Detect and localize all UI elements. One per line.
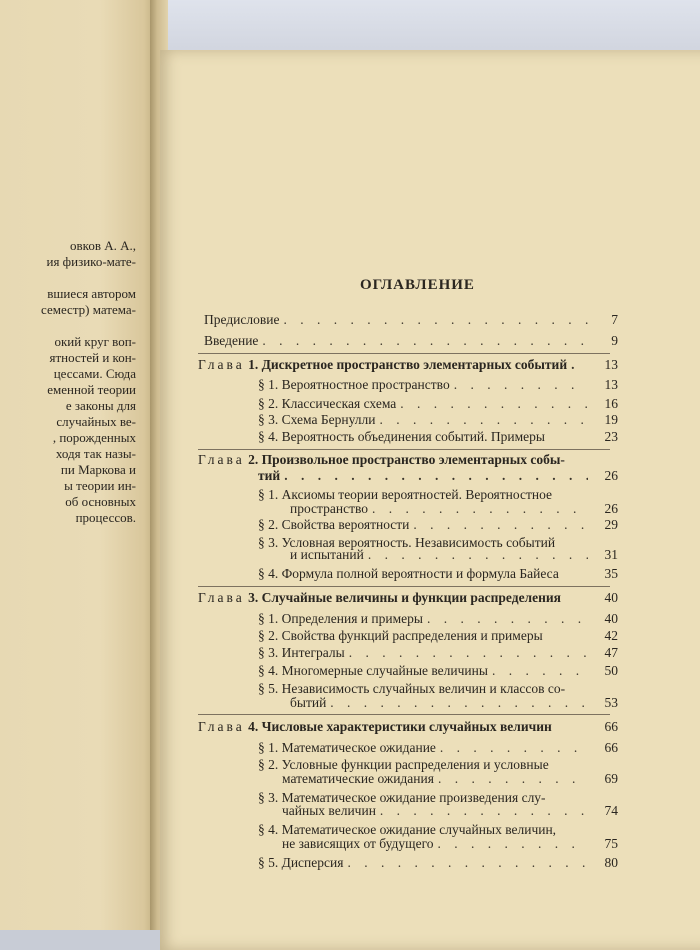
toc-chapter-4: Глава 4. Числовые характеристики случайных величин 66 [198,719,618,734]
left-page-line: случайных ве- [56,414,136,429]
toc-section: § 2. Условные функции распределения и условные [258,757,549,772]
divider [198,586,610,587]
toc-chapter-3: Глава 3. Случайные величины и функции распределения 40 [198,590,618,605]
left-page-line: окий круг воп- [54,334,136,349]
divider [198,449,610,450]
toc-section: § 5. Дисперсия . . . 80 [258,855,618,870]
toc-section-cont: математические ожидания . . . 69 [282,771,618,786]
toc-section: § 4. Математическое ожидание случайных величин, [258,822,557,837]
toc-chapter-2-cont: тий . . . 26 [258,468,618,483]
left-page-line: об основных [65,494,136,509]
left-page-line: , порожденных [52,430,136,445]
toc-section: § 5. Независимость случайных величин и классов со- [258,681,566,696]
left-page-line: процессов. [75,510,136,525]
toc-section: § 1. Вероятностное пространство . . . 13 [258,377,618,392]
toc-section-cont: и испытаний . . . 31 [290,547,618,562]
left-page-line: е законы для [65,398,136,413]
divider [198,714,610,715]
toc-chapter-1: Глава 1. Дискретное пространство элементарных событий . . . 13 [198,357,618,372]
page-title: ОГЛАВЛЕНИЕ [360,277,475,293]
toc-section-cont: не зависящих от будущего . . . 75 [282,836,618,851]
toc-section-cont: чайных величин . . . 74 [282,803,618,818]
toc-section: § 4. Многомерные случайные величины . . . 50 [258,663,618,678]
toc-section: § 3. Схема Бернулли . . . 19 [258,412,618,427]
toc-section: § 1. Математическое ожидание . . . 66 [258,740,618,755]
toc-entry-preface: Предисловие . . . 7 [204,312,618,327]
toc-section: § 3. Интегралы . . . 47 [258,645,618,660]
toc-section: § 3. Условная вероятность. Независимость событий [258,535,556,550]
toc-section: § 4. Вероятность объединения событий. Примеры 23 [258,429,618,444]
toc-section: § 2. Свойства функций распределения и примеры 42 [258,628,618,643]
left-page-line: цессами. Сюда [53,366,136,381]
toc-section: § 1. Определения и примеры . . . 40 [258,611,618,626]
left-page-line: пи Маркова и [60,462,136,477]
toc-entry-intro: Введение . . . 9 [204,333,618,348]
left-page-line: ходя так назы- [55,446,136,461]
left-page-line: семестр) матема- [41,302,136,317]
toc-section: § 2. Свойства вероятности . . . 29 [258,517,618,532]
toc-section: § 1. Аксиомы теории вероятностей. Вероятностное [258,487,553,502]
left-page-line: ия физико-мате- [46,254,136,269]
toc-section: § 4. Формула полной вероятности и формула Байеса 35 [258,566,618,581]
toc-section: § 3. Математическое ожидание произведения слу- [258,790,546,805]
toc-section-cont: бытий . . . 53 [290,695,618,710]
left-page-line: вшиеся автором [47,286,136,301]
left-page-line: ятностей и кон- [49,350,136,365]
left-page-line: овков А. А., [70,238,136,253]
divider [198,353,610,354]
toc-section-cont: пространство . . . 26 [290,501,618,516]
left-page [0,0,160,930]
toc-chapter-2: Глава 2. Произвольное пространство элементарных собы- [198,452,565,467]
toc-section: § 2. Классическая схема . . . 16 [258,396,618,411]
left-page-line: еменной теории [47,382,136,397]
left-page-line: ы теории ин- [64,478,136,493]
